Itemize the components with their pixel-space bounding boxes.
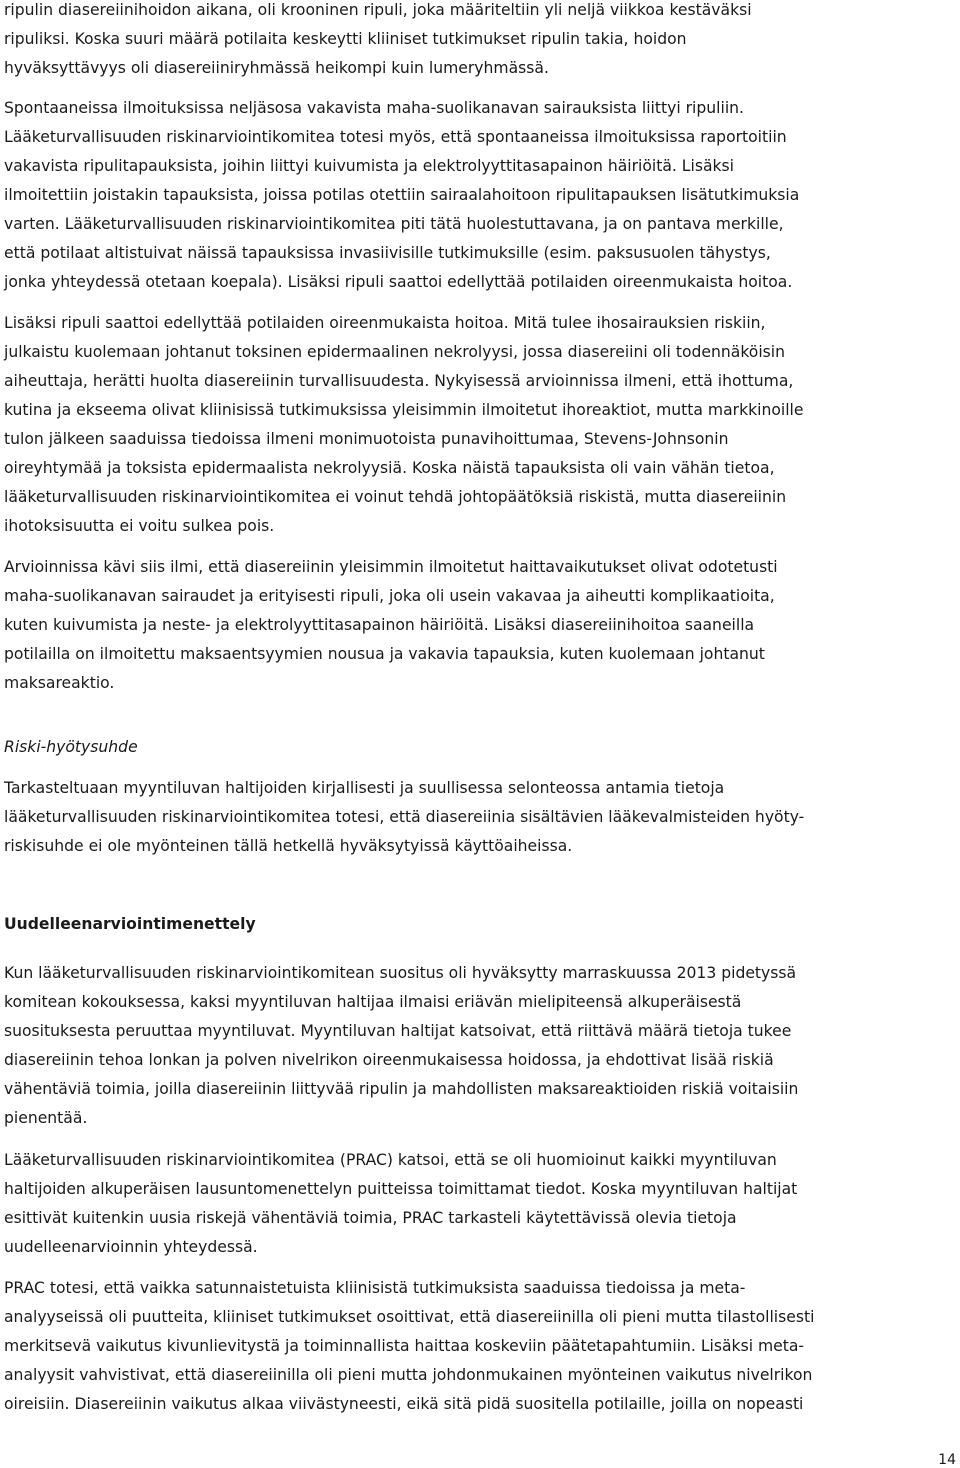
paragraph-6-line-6: pienentää. xyxy=(4,1109,88,1127)
paragraph-3-line-7: lääketurvallisuuden riskinarviointikomitea ei voinut tehdä johtopäätöksiä riskistä, mutta diasereiinin xyxy=(4,488,787,506)
paragraph-2-line-2: Lääketurvallisuuden riskinarviointikomitea totesi myös, että spontaaneissa ilmoituksissa raportoitiin xyxy=(4,128,787,146)
paragraph-6-line-4: diasereiinin tehoa lonkan ja polven nivelrikon oireenmukaisessa hoidossa, ja ehdottivat lisää riskiä xyxy=(4,1051,774,1069)
paragraph-6-line-3: suosituksesta peruuttaa myyntiluvat. Myyntiluvan haltijat katsoivat, että riittävä määrä tietoja tukee xyxy=(4,1022,792,1040)
paragraph-1-line-3: hyväksyttävyys oli diasereiiniryhmässä heikompi kuin lumeryhmässä. xyxy=(4,59,549,77)
paragraph-8-line-3: merkitsevä vaikutus kivunlievitystä ja toiminnallista haittaa koskeviin päätetapahtumiin. Lisäksi meta- xyxy=(4,1337,805,1355)
paragraph-7-line-4: uudelleenarvioinnin yhteydessä. xyxy=(4,1238,258,1256)
paragraph-4-line-2: maha-suolikanavan sairaudet ja erityisesti ripuli, joka oli usein vakavaa ja aiheutti komplikaatioita, xyxy=(4,587,775,605)
paragraph-7-line-3: esittivät kuitenkin uusia riskejä vähentäviä toimia, PRAC tarkasteli käytettävissä olevia tietoja xyxy=(4,1209,737,1227)
paragraph-5-line-1: Tarkasteltuaan myyntiluvan haltijoiden kirjallisesti ja suullisessa selonteossa antamia tietoja xyxy=(4,779,725,797)
paragraph-3-line-5: tulon jälkeen saaduissa tiedoissa ilmeni monimuotoista punavihoittumaa, Stevens-Johnsonin xyxy=(4,430,729,448)
paragraph-3-line-1: Lisäksi ripuli saattoi edellyttää potilaiden oireenmukaista hoitoa. Mitä tulee ihosairauksien riskiin, xyxy=(4,314,766,332)
paragraph-4-line-1: Arvioinnissa kävi siis ilmi, että diasereiinin yleisimmin ilmoitetut haittavaikutukset olivat odotetusti xyxy=(4,558,778,576)
paragraph-8-line-1: PRAC totesi, että vaikka satunnaistetuista kliinisistä tutkimuksista saaduissa tiedoissa ja meta- xyxy=(4,1279,746,1297)
page-number: 14 xyxy=(938,1452,956,1468)
paragraph-4-line-3: kuten kuivumista ja neste- ja elektrolyyttitasapainon häiriöitä. Lisäksi diasereiinihoitoa saaneilla xyxy=(4,616,755,634)
paragraph-3-line-8: ihotoksisuutta ei voitu sulkea pois. xyxy=(4,517,275,535)
paragraph-2-line-7: jonka yhteydessä otetaan koepala). Lisäksi ripuli saattoi edellyttää potilaiden oireenmukaista hoitoa. xyxy=(4,273,793,291)
paragraph-4-line-5: maksareaktio. xyxy=(4,674,115,692)
paragraph-6-line-2: komitean kokouksessa, kaksi myyntiluvan haltijaa ilmaisi eriävän mielipiteensä alkuperäisestä xyxy=(4,993,742,1011)
paragraph-7-line-1: Lääketurvallisuuden riskinarviointikomitea (PRAC) katsoi, että se oli huomioinut kaikki myyntiluvan xyxy=(4,1151,777,1169)
paragraph-6-line-5: vähentäviä toimia, joilla diasereiinin liittyvää ripulin ja mahdollisten maksareaktioiden riskiä voitaisiin xyxy=(4,1080,799,1098)
paragraph-2-line-5: varten. Lääketurvallisuuden riskinarviointikomitea piti tätä huolestuttavana, ja on pantava merkille, xyxy=(4,215,784,233)
paragraph-8-line-2: analyyseissä oli puutteita, kliiniset tutkimukset osoittivat, että diasereiinilla oli pieni mutta tilastollisesti xyxy=(4,1308,815,1326)
paragraph-2-line-3: vakavista ripulitapauksista, joihin liittyi kuivumista ja elektrolyyttitasapainon häiriöitä. Lisäksi xyxy=(4,157,734,175)
paragraph-3-line-3: aiheuttaja, herätti huolta diasereiinin turvallisuudesta. Nykyisessä arvioinnissa ilmeni, että ihottuma, xyxy=(4,372,794,390)
paragraph-6-line-1: Kun lääketurvallisuuden riskinarviointikomitean suositus oli hyväksytty marraskuussa 2013 pidetyssä xyxy=(4,964,797,982)
paragraph-2-line-1: Spontaaneissa ilmoituksissa neljäsosa vakavista maha-suolikanavan sairauksista liittyi ripuliin. xyxy=(4,99,745,117)
paragraph-8-line-5: oireisiin. Diasereiinin vaikutus alkaa viivästyneesti, eikä sitä pidä suositella potilaille, joilla on nopeasti xyxy=(4,1395,804,1413)
paragraph-5-line-3: riskisuhde ei ole myönteinen tällä hetkellä hyväksytyissä käyttöaiheissa. xyxy=(4,837,573,855)
paragraph-1-line-1: ripulin diasereiinihoidon aikana, oli krooninen ripuli, joka määriteltiin yli neljä viikkoa kestäväksi xyxy=(4,1,752,19)
section-heading-re-examination: Uudelleenarviointimenettely xyxy=(4,915,256,933)
paragraph-4-line-4: potilailla on ilmoitettu maksaentsyymien nousua ja vakavia tapauksia, kuten kuolemaan johtanut xyxy=(4,645,765,663)
section-heading-risk-benefit: Riski-hyötysuhde xyxy=(4,738,138,756)
paragraph-2-line-6: että potilaat altistuivat näissä tapauksissa invasiivisille tutkimuksille (esim. paksusuolen tähystys, xyxy=(4,244,771,262)
paragraph-3-line-6: oireyhtymää ja toksista epidermaalista nekrolyysiä. Koska näistä tapauksista oli vain vähän tietoa, xyxy=(4,459,775,477)
paragraph-1-line-2: ripuliksi. Koska suuri määrä potilaita keskeytti kliiniset tutkimukset ripulin takia, hoidon xyxy=(4,30,687,48)
paragraph-8-line-4: analyysit vahvistivat, että diasereiinilla oli pieni mutta johdonmukainen myönteinen vaikutus nivelrikon xyxy=(4,1366,813,1384)
paragraph-3-line-4: kutina ja ekseema olivat kliinisissä tutkimuksissa yleisimmin ilmoitetut ihoreaktiot, mutta markkinoille xyxy=(4,401,804,419)
paragraph-3-line-2: julkaistu kuolemaan johtanut toksinen epidermaalinen nekrolyysi, jossa diasereiini oli todennäköisin xyxy=(4,343,786,361)
paragraph-2-line-4: ilmoitettiin joistakin tapauksista, joissa potilas otettiin sairaalahoitoon ripulitapauksen lisätutkimuksia xyxy=(4,186,800,204)
paragraph-7-line-2: haltijoiden alkuperäisen lausuntomenettelyn puitteissa toimittamat tiedot. Koska myyntiluvan haltijat xyxy=(4,1180,798,1198)
paragraph-5-line-2: lääketurvallisuuden riskinarviointikomitea totesi, että diasereiinia sisältävien lääkevalmisteiden hyöty- xyxy=(4,808,805,826)
